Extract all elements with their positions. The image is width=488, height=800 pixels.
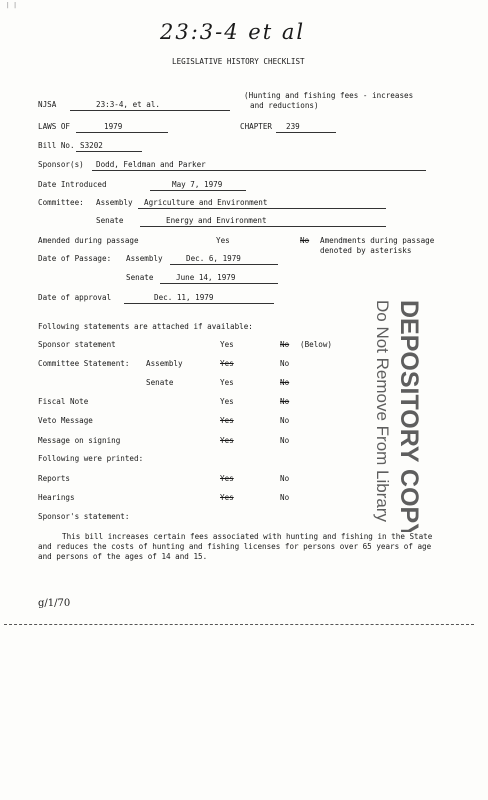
committee-assembly-value: Agriculture and Environment	[144, 198, 268, 207]
statement-yes: Yes	[220, 416, 234, 425]
chapter-underline	[276, 132, 336, 133]
sponsors-label: Sponsor(s)	[38, 160, 84, 169]
passage-senate-underline	[160, 283, 278, 284]
committee-senate-value: Energy and Environment	[166, 216, 267, 225]
laws-of-value: 1979	[104, 122, 123, 131]
njsa-subject-cont: and reductions)	[250, 101, 319, 110]
stamp-line-2: Do Not Remove From Library	[373, 300, 392, 523]
date-introduced-underline	[150, 190, 246, 191]
printed-no: No	[280, 493, 290, 502]
passage-assembly-value: Dec. 6, 1979	[186, 254, 241, 263]
statement-yes: Yes	[220, 359, 234, 368]
bill-no-underline	[76, 151, 142, 152]
bottom-dashed-rule	[4, 624, 474, 625]
amended-note: Amendments during passage	[320, 236, 435, 245]
passage-senate-label: Senate	[126, 273, 154, 282]
handwritten-statute-number: 23:3-4 et al	[160, 20, 306, 44]
njsa-underline	[70, 110, 230, 111]
amended-note-cont: denoted by asterisks	[320, 246, 412, 255]
passage-senate-value: June 14, 1979	[176, 273, 236, 282]
committee-assembly-underline	[138, 208, 386, 209]
passage-assembly-underline	[170, 264, 278, 265]
printed-no: No	[280, 474, 290, 483]
depository-stamp	[355, 292, 488, 532]
statement-row-label: Message on signing	[38, 436, 121, 445]
committee-label: Committee:	[38, 198, 84, 207]
sponsor-statement-label: Sponsor's statement:	[38, 512, 130, 521]
statement-sub-label: Senate	[146, 378, 174, 387]
statement-row-label: Veto Message	[38, 416, 93, 425]
statement-yes: Yes	[220, 436, 234, 445]
chapter-label: CHAPTER	[240, 122, 273, 131]
amended-label: Amended during passage	[38, 236, 139, 245]
laws-of-label: LAWS OF	[38, 122, 71, 131]
statement-row-label: Sponsor statement	[38, 340, 116, 349]
sponsors-underline	[92, 170, 426, 171]
statement-no: No	[280, 397, 290, 406]
printed-yes: Yes	[220, 474, 234, 483]
approval-underline	[124, 303, 274, 304]
date-introduced-label: Date Introduced	[38, 180, 107, 189]
passage-assembly-label: Assembly	[126, 254, 163, 263]
chapter-value: 239	[286, 122, 300, 131]
statements-header: Following statements are attached if available:	[38, 322, 253, 331]
statement-row-label: Fiscal Note	[38, 397, 89, 406]
statement-no: No	[280, 436, 290, 445]
sponsor-statement-line: and persons of the ages of 14 and 15.	[38, 552, 208, 561]
njsa-label: NJSA	[38, 100, 57, 109]
statement-no: No	[280, 359, 290, 368]
amended-yes: Yes	[216, 236, 230, 245]
committee-senate-underline	[140, 226, 386, 227]
committee-assembly-label: Assembly	[96, 198, 133, 207]
statement-no: No	[280, 416, 290, 425]
statement-extra: (Below)	[300, 340, 333, 349]
statement-yes: Yes	[220, 378, 234, 387]
statement-yes: Yes	[220, 397, 234, 406]
date-introduced-value: May 7, 1979	[172, 180, 223, 189]
sponsor-statement-line: and reduces the costs of hunting and fishing licenses for persons over 65 years of age	[38, 542, 432, 551]
signoff-initials: g/1/70	[38, 598, 71, 609]
statement-sub-label: Assembly	[146, 359, 183, 368]
committee-senate-label: Senate	[96, 216, 124, 225]
njsa-value: 23:3-4, et al.	[96, 100, 161, 109]
printed-row-label: Reports	[38, 474, 71, 483]
sponsor-statement-line: This bill increases certain fees associated with hunting and fishing in the State	[62, 532, 433, 541]
statement-yes: Yes	[220, 340, 234, 349]
printed-row-label: Hearings	[38, 493, 75, 502]
printed-yes: Yes	[220, 493, 234, 502]
sponsors-value: Dodd, Feldman and Parker	[96, 160, 206, 169]
stamp-line-1: DEPOSITORY COPY	[395, 300, 423, 532]
njsa-subject: (Hunting and fishing fees - increases	[244, 91, 414, 100]
statement-no: No	[280, 378, 290, 387]
page-title: LEGISLATIVE HISTORY CHECKLIST	[172, 57, 305, 66]
statement-no: No	[280, 340, 290, 349]
statement-row-label: Committee Statement:	[38, 359, 130, 368]
bill-no-value: S3202	[80, 141, 103, 150]
bill-no-label: Bill No.	[38, 141, 75, 150]
laws-of-underline	[76, 132, 168, 133]
amended-no: No	[300, 236, 310, 245]
corner-mark: | |	[6, 2, 17, 9]
printed-header: Following were printed:	[38, 454, 144, 463]
approval-value: Dec. 11, 1979	[154, 293, 214, 302]
approval-label: Date of approval	[38, 293, 112, 302]
passage-label: Date of Passage:	[38, 254, 112, 263]
